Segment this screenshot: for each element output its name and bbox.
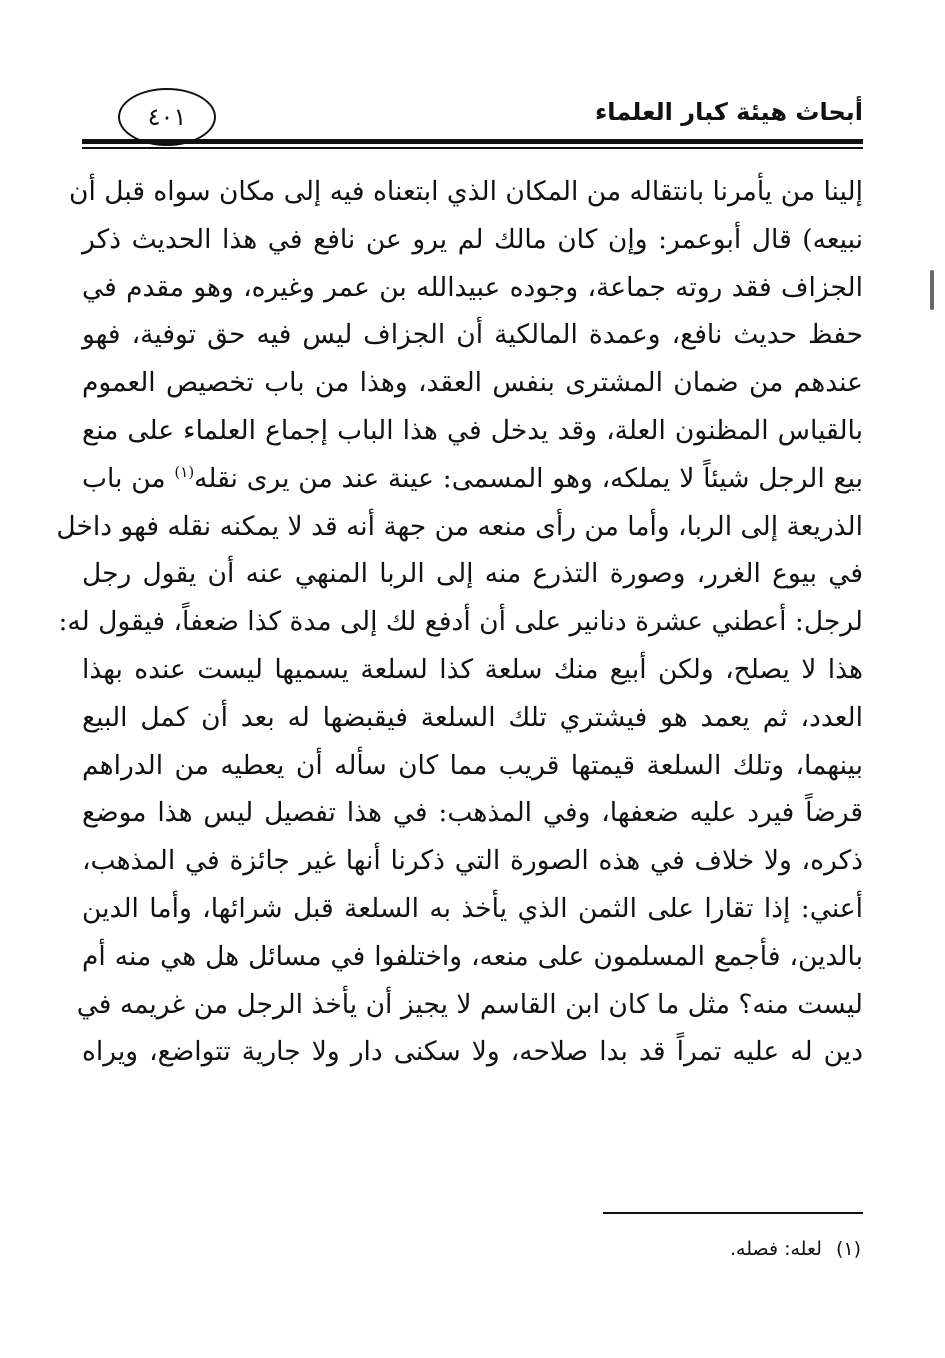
text-line: نبيعه) قال أبوعمر: وإن كان مالك لم يرو عن نافع في هذا الحديث ذكر — [82, 223, 863, 255]
text-line: عندهم من ضمان المشترى بنفس العقد، وهذا من باب تخصيص العموم — [82, 367, 863, 399]
text-line: دين له عليه تمراً قد بدا صلاحه، ولا سكنى دار ولا جارية تتواضع، ويراه — [82, 1036, 863, 1068]
text-line: إلينا من يأمرنا بانتقاله من المكان الذي ابتعناه فيه إلى مكان سواه قبل أن — [69, 176, 863, 207]
text-line: هذا لا يصلح، ولكن أبيع منك سلعة كذا لسلعة يسميها ليست عنده بهذا — [82, 653, 863, 685]
text-line: بالدين، فأجمع المسلمون على منعه، واختلفوا في مسائل هل هي منه أم — [82, 940, 863, 972]
text-segment: من باب — [82, 462, 166, 494]
running-header-title: أبحاث هيئة كبار العلماء — [594, 98, 863, 126]
text-line: لرجل: أعطني عشرة دنانير على أن أدفع لك إلى مدة كذا ضعفاً، فيقول له: — [58, 606, 863, 638]
text-line: بينهما، وتلك السلعة قيمتها قريب مما كان سأله أن يعطيه من الدراهم — [82, 749, 863, 781]
header-rule-thin — [82, 147, 863, 149]
page-number-badge — [118, 88, 216, 146]
text-line: قرضاً فيرد عليه ضعفها، وفي المذهب: في هذا تفصيل ليس هذا موضع — [82, 797, 863, 829]
footnote-separator — [603, 1212, 863, 1214]
text-line: بالقياس المظنون العلة، وقد يدخل في هذا الباب إجماع العلماء على منع — [82, 414, 863, 446]
text-line: الجزاف فقد روته جماعة، وجوده عبيدالله بن عمر وغيره، وهو مقدم في — [82, 271, 863, 303]
text-line: ذكره، ولا خلاف في هذه الصورة التي ذكرنا أنها غير جائزة في المذهب، — [82, 845, 863, 877]
footnote-reference[interactable]: (١) — [174, 462, 195, 481]
text-line: العدد، ثم يعمد هو فيشتري تلك السلعة فيقبضها له بعد أن كمل البيع — [82, 701, 863, 733]
footnote — [730, 1238, 861, 1260]
header-rule-thick — [82, 139, 863, 144]
text-line: ليست منه؟ مثل ما كان ابن القاسم لا يجيز أن يأخذ الرجل من غريمه في — [76, 988, 863, 1020]
text-line-with-footnote — [82, 455, 863, 503]
footnote-text: لعله: فصله. — [729, 1238, 822, 1260]
text-segment: بيع الرجل شيئاً لا يملكه، وهو المسمى: عينة عند من يرى نقله — [194, 462, 863, 494]
scan-mark — [930, 270, 934, 310]
text-line: الذريعة إلى الربا، وأما من رأى منعه من جهة أنه قد لا يمكنه نقله فهو داخل — [56, 510, 863, 542]
footnote-number: (١) — [835, 1238, 861, 1260]
text-line: أعني: إذا تقارا على الثمن الذي يأخذ به السلعة قبل شرائها، وأما الدين — [82, 892, 863, 924]
text-line: حفظ حديث نافع، وعمدة المالكية أن الجزاف ليس فيه حق توفية، فهو — [82, 319, 863, 351]
text-line: في بيوع الغرر، وصورة التذرع منه إلى الربا المنهي عنه أن يقول رجل — [82, 558, 863, 590]
page-number: ٤٠١ — [147, 103, 187, 131]
body-text — [56, 168, 863, 1076]
